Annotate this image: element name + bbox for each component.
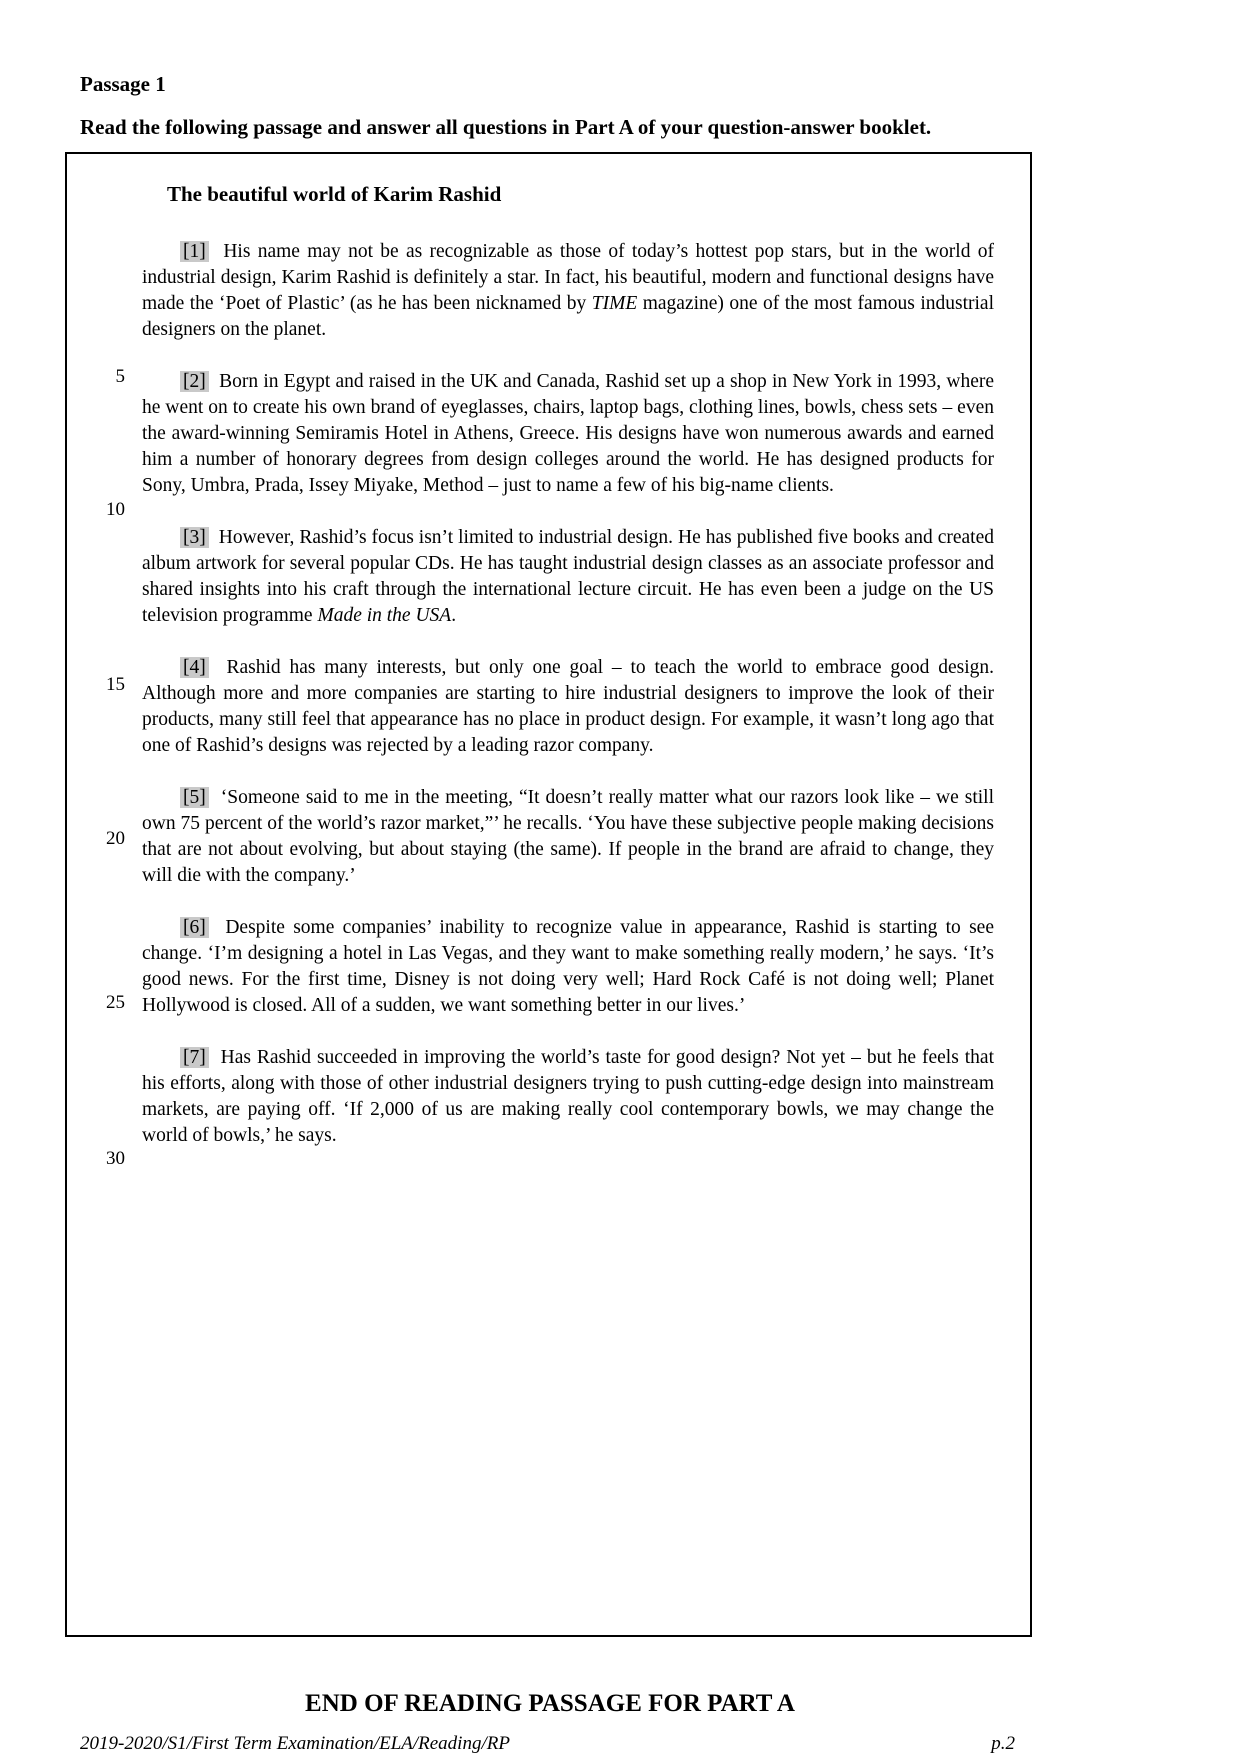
footer-exam-code: 2019-2020/S1/First Term Examination/ELA/Reading/RP — [80, 1733, 510, 1754]
text-segment: magazine) one of the most famous industrial designers on the planet. — [142, 293, 994, 340]
passage-title: The beautiful world of Karim Rashid — [167, 182, 502, 206]
instruction-text: Read the following passage and answer all questions in Part A of your question-answer booklet. — [80, 115, 932, 139]
passage-paragraphs — [142, 239, 994, 1149]
paragraph-number-marker: [5] — [180, 787, 209, 808]
text-segment: . — [451, 605, 457, 626]
passage-label: Passage 1 — [80, 72, 166, 96]
passage-paragraph — [142, 1045, 994, 1149]
line-number: 15 — [106, 674, 125, 695]
text-segment: However, Rashid’s focus isn’t limited to industrial design. He has published five books and created album artwork for several popular CDs. He has taught industrial design classes as an associate professor and shared insights into his craft through the international lecture circuit. He has even been a judge on the US television programme — [142, 527, 995, 626]
text-segment: His name may not be as recognizable as those of today’s hottest pop stars, but in the world of industrial design, Karim Rashid is definitely a star. In fact, his beautiful, modern and functional designs have made the ‘Poet of Plastic’ (as he has been nicknamed by — [142, 241, 994, 314]
passage-paragraph — [142, 915, 994, 1019]
passage-paragraph — [142, 655, 994, 759]
line-number: 25 — [106, 992, 125, 1013]
end-of-passage-notice: END OF READING PASSAGE FOR PART A — [305, 1690, 795, 1717]
passage-content — [142, 154, 994, 1175]
paragraph-number-marker: [7] — [180, 1047, 209, 1068]
text-segment: Has Rashid succeeded in improving the world’s taste for good design? Not yet – but he feels that his efforts, along with those of other industrial designers trying to push cutting-edge design into mainstream markets, are paying off. ‘If 2,000 of us are making really cool contemporary bowls, we may change the world of bowls,’ he says. — [142, 1047, 994, 1146]
line-number: 10 — [106, 499, 125, 520]
text-segment: Despite some companies’ inability to recognize value in appearance, Rashid is starting to see change. ‘I’m designing a hotel in Las Vegas, and they want to make something really modern,’ he says. ‘It’s good news. For the first time, Disney is not doing very well; Hard Rock Café is not doing well; Planet Hollywood is closed. All of a sudden, we want something better in our lives.’ — [142, 917, 994, 1016]
passage-box — [65, 152, 1032, 1637]
footer-page-number: p.2 — [991, 1733, 1015, 1754]
passage-paragraph — [142, 369, 994, 499]
italic-text-segment: TIME — [591, 293, 638, 314]
passage-paragraph — [142, 785, 994, 889]
passage-paragraph — [142, 239, 994, 343]
text-segment: ‘Someone said to me in the meeting, “It doesn’t really matter what our razors look like – we still own 75 percent of the world’s razor market,”’ he recalls. ‘You have these subjective people making decisions that are not about evolving, but about staying (the same). If people in the brand are afraid to change, they will die with the company.’ — [142, 787, 995, 886]
italic-text-segment: Made in the USA — [317, 605, 452, 626]
line-number: 20 — [106, 828, 125, 849]
paragraph-number-marker: [1] — [180, 241, 209, 262]
text-segment: Born in Egypt and raised in the UK and Canada, Rashid set up a shop in New York in 1993, where he went on to create his own brand of eyeglasses, chairs, laptop bags, clothing lines, bowls, chess sets – even the award-winning Semiramis Hotel in Athens, Greece. His designs have won numerous awards and earned him a number of honorary degrees from design colleges around the world. He has designed products for Sony, Umbra, Prada, Issey Miyake, Method – just to name a few of his big-name clients. — [142, 371, 994, 496]
line-number: 5 — [115, 366, 125, 387]
paragraph-number-marker: [2] — [180, 371, 209, 392]
text-segment: Rashid has many interests, but only one goal – to teach the world to embrace good design. Although more and more companies are starting to hire industrial designers to improve the look of their products, many still feel that appearance has no place in product design. For example, it wasn’t long ago that one of Rashid’s designs was rejected by a leading razor company. — [142, 657, 995, 756]
passage-paragraph — [142, 525, 994, 629]
paragraph-number-marker: [3] — [180, 527, 209, 548]
line-number: 30 — [106, 1148, 125, 1169]
paragraph-number-marker: [6] — [180, 917, 209, 938]
page-footer — [80, 1733, 1015, 1754]
paragraph-number-marker: [4] — [180, 657, 209, 678]
